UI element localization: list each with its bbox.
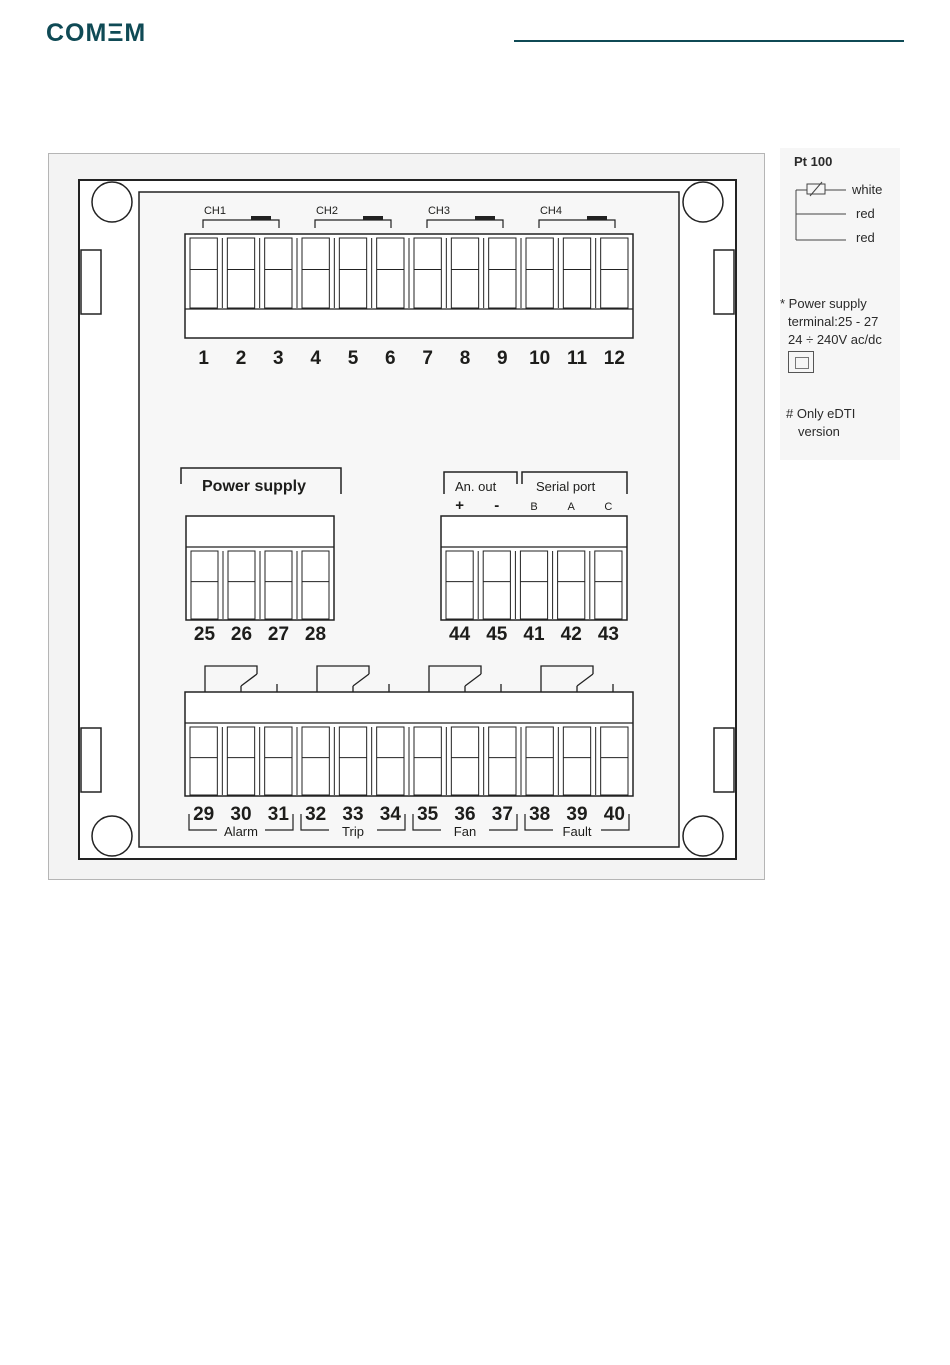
channel-label: CH4: [539, 205, 563, 217]
edti-note-line: # Only eDTI: [786, 406, 856, 421]
terminal-number: 41: [523, 624, 545, 645]
side-clip: [714, 250, 734, 314]
terminal-number: 7: [422, 348, 433, 369]
io-terminal-block: [441, 516, 627, 620]
wire-label-red: red: [856, 206, 875, 221]
screw-hole: [683, 816, 723, 856]
header-rule: [514, 40, 904, 42]
terminal-number: 5: [347, 348, 359, 369]
channel-marker: [251, 216, 271, 220]
power-note-line: terminal:25 - 27: [788, 314, 879, 329]
terminal-number: 40: [603, 804, 625, 825]
terminal-number: 45: [486, 624, 508, 645]
relay-group-label: Fault: [562, 824, 592, 839]
channel-marker: [475, 216, 495, 220]
terminal-number: 1: [198, 348, 209, 369]
terminal-number: 31: [267, 804, 289, 825]
pin-label: +: [455, 497, 464, 514]
terminal-number: 28: [304, 624, 327, 645]
terminal-number: 38: [529, 804, 551, 825]
terminal-number: 25: [193, 624, 216, 645]
wire-label-white: white: [852, 182, 883, 197]
power-note-line: 24 ÷ 240V ac/dc: [788, 332, 882, 347]
side-clip: [81, 728, 101, 792]
power-note-line: * Power supply: [780, 296, 867, 311]
channel-marker: [587, 216, 607, 220]
pin-label: C: [604, 501, 613, 513]
serial-port-label: Serial port: [536, 479, 596, 494]
terminal-number: 26: [230, 624, 253, 645]
screw-hole: [683, 182, 723, 222]
side-clip: [81, 250, 101, 314]
relay-group-label: Alarm: [224, 824, 258, 839]
terminal-number: 11: [566, 348, 588, 369]
terminal-number: 39: [566, 804, 588, 825]
side-clip: [714, 728, 734, 792]
terminal-number: 33: [342, 804, 364, 825]
pin-label: B: [530, 501, 538, 513]
terminal-number: 30: [230, 804, 252, 825]
terminal-number: 3: [273, 348, 284, 369]
terminal-number: 34: [379, 804, 401, 825]
pin-label: -: [494, 497, 500, 514]
terminal-number: 6: [385, 348, 396, 369]
terminal-number: 9: [497, 348, 508, 369]
terminal-number: 43: [597, 624, 619, 645]
terminal-number: 36: [454, 804, 476, 825]
terminal-number: 29: [193, 804, 215, 825]
edti-note-line: version: [798, 424, 840, 439]
pt100-title: Pt 100: [794, 154, 833, 169]
terminal-diagram: [48, 153, 765, 880]
screw-hole: [92, 182, 132, 222]
terminal-number: 2: [235, 348, 247, 369]
screw-hole: [92, 816, 132, 856]
relay-group-label: Trip: [342, 824, 364, 839]
terminal-number: 10: [529, 348, 551, 369]
wire-label-red: red: [856, 230, 875, 245]
terminal-number: 42: [560, 624, 582, 645]
channel-label: CH2: [315, 205, 339, 217]
terminal-number: 35: [417, 804, 439, 825]
pin-label: A: [567, 501, 575, 513]
terminal-number: 37: [491, 804, 513, 825]
checkbox-symbol: [788, 351, 814, 373]
an-out-label: An. out: [455, 479, 497, 494]
comem-logo: COMΞM: [46, 19, 147, 47]
terminal-number: 32: [305, 804, 327, 825]
legend-panel: [780, 148, 900, 460]
terminal-number: 12: [603, 348, 625, 369]
terminal-number: 27: [267, 624, 290, 645]
relay-group-label: Fan: [453, 824, 477, 839]
power-supply-label: Power supply: [202, 478, 307, 495]
channel-label: CH3: [427, 205, 451, 217]
channel-label: CH1: [203, 205, 227, 217]
terminal-number: 44: [449, 624, 471, 645]
terminal-number: 8: [459, 348, 471, 369]
terminal-number: 4: [310, 348, 321, 369]
channel-marker: [363, 216, 383, 220]
